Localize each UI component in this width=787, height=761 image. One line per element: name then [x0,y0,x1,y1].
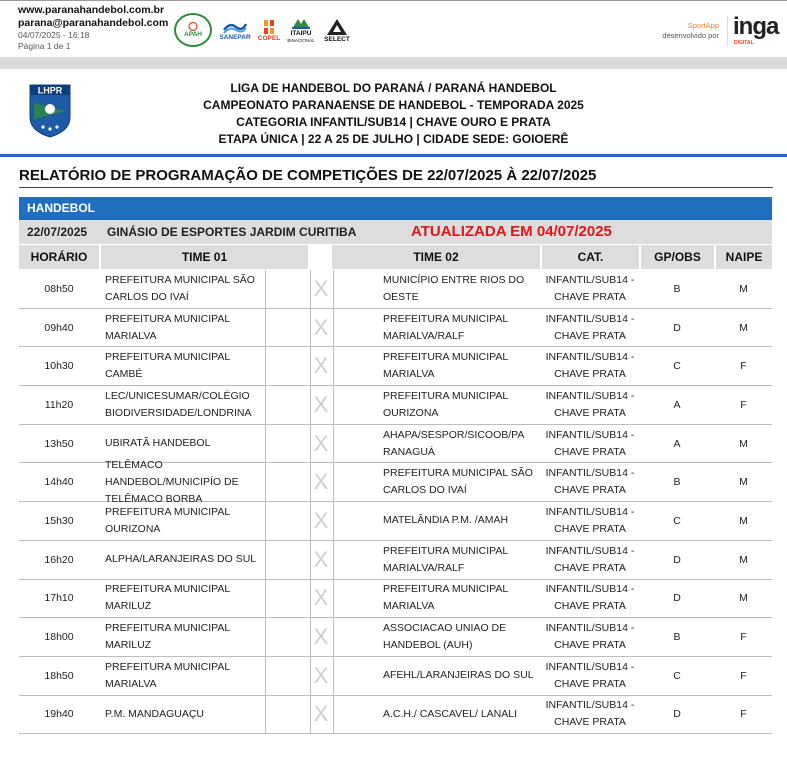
game-category: INFANTIL/SUB14 - CHAVE PRATA [545,583,635,613]
team2-name: A.C.H./ CASCAVEL/ LANALI [383,707,518,720]
page-number: Página 1 de 1 [18,41,71,51]
team1-spacer [265,618,311,656]
game-time: 18h00 [44,631,74,644]
column-header-time: HORÁRIO [19,245,99,269]
game-category: INFANTIL/SUB14 - CHAVE PRATA [545,389,635,419]
team1-spacer [265,270,311,308]
team2-spacer [333,463,382,501]
game-category: INFANTIL/SUB14 - CHAVE PRATA [545,467,635,497]
table-row [19,696,772,735]
team2-name: AFEHL/LARANJEIRAS DO SUL [383,669,534,682]
team1-name: PREFEITURA MUNICIPAL MARILUZ [105,622,230,652]
game-naipe: F [740,708,747,721]
team2-name: PREFEITURA MUNICIPAL MARIALVA [383,583,508,613]
game-category: INFANTIL/SUB14 - CHAVE PRATA [545,699,635,729]
handball-icon [186,22,200,31]
team2-spacer [333,309,382,347]
title-divider [0,154,787,157]
versus-mark: X [313,585,329,611]
game-group: D [673,553,681,566]
game-time: 09h40 [44,321,74,334]
team1-name: PREFEITURA MUNICIPAL OURIZONA [105,505,230,535]
versus-mark: X [313,430,329,456]
table-row [19,386,772,425]
game-category: INFANTIL/SUB14 - CHAVE PRATA [545,312,635,342]
sportapp-label: SportApp [687,21,719,30]
column-header-category: CAT. [542,245,639,269]
updated-notice: ATUALIZADA EM 04/07/2025 [411,223,612,240]
inga-logo [727,13,779,46]
svg-text:LHPR: LHPR [37,85,63,96]
team1-spacer [265,696,311,734]
team2-spacer [333,657,382,695]
game-group: D [673,592,681,605]
game-time: 17h10 [44,592,74,605]
game-category: INFANTIL/SUB14 - CHAVE PRATA [545,544,635,574]
versus-mark: X [313,701,329,727]
header-divider [0,57,787,69]
game-time: 13h50 [44,437,74,450]
game-time: 08h50 [44,282,74,295]
table-row [19,458,772,505]
versus-mark: X [313,391,329,417]
developer-credit [662,21,719,41]
game-category: INFANTIL/SUB14 - CHAVE PRATA [545,660,635,690]
team1-name: PREFEITURA MUNICIPAL MARILUZ [105,583,230,613]
team2-name: ASSOCIACAO UNIAO DE HANDEBOL (AUH) [383,622,507,652]
section-label: HANDEBOL [27,201,95,215]
versus-mark: X [313,546,329,572]
game-naipe: M [739,592,748,605]
team1-spacer [265,425,311,463]
game-group: D [673,708,681,721]
table-row [19,618,772,657]
print-datetime: 04/07/2025 - 16:18 [18,30,90,40]
game-naipe: F [740,631,747,644]
apah-logo: APAH [174,13,212,47]
game-group: C [673,360,681,373]
report-title-underline [19,187,773,188]
venue-bar [19,220,772,244]
game-group: D [673,321,681,334]
team1-spacer [265,541,311,579]
team2-spacer [333,618,382,656]
team2-name: PREFEITURA MUNICIPAL SÃO CARLOS DO IVAÍ [383,467,533,497]
team2-spacer [333,386,382,424]
team1-name: PREFEITURA MUNICIPAL CAMBÉ [105,351,230,381]
team1-spacer [265,347,311,385]
team1-spacer [265,580,311,618]
game-group: B [673,631,681,644]
team2-name: PREFEITURA MUNICIPAL MARIALVA [383,351,508,381]
team2-spacer [333,696,382,734]
inga-sub: DIGITAL [734,40,754,46]
table-row [19,580,772,619]
sponsor-logos [174,13,352,47]
game-naipe: M [739,437,748,450]
versus-mark: X [313,469,329,495]
game-time: 18h50 [44,669,74,682]
team1-name: TELÊMACO HANDEBOL/MUNICIPÍO DE TELÊMACO BORBA [105,458,239,505]
game-naipe: F [740,669,747,682]
team2-spacer [333,270,382,308]
game-time: 16h20 [44,553,74,566]
championship-title [0,80,787,148]
copel-logo: COPEL [258,19,280,42]
title-line-2: CAMPEONATO PARANAENSE DE HANDEBOL - TEMPORADA 2025 [203,98,584,112]
table-row [19,270,772,309]
team2-spacer [333,425,382,463]
site-info [18,4,168,30]
game-category: INFANTIL/SUB14 - CHAVE PRATA [545,505,635,535]
site-url[interactable]: www.paranahandebol.com.br [18,4,165,16]
team2-spacer [333,347,382,385]
game-time: 15h30 [44,514,74,527]
game-time: 10h30 [44,360,74,373]
game-naipe: M [739,321,748,334]
team1-name: PREFEITURA MUNICIPAL MARIALVA [105,312,230,342]
game-category: INFANTIL/SUB14 - CHAVE PRATA [545,351,635,381]
game-category: INFANTIL/SUB14 - CHAVE PRATA [545,428,635,458]
team1-spacer [265,463,311,501]
team2-name: MUNICÍPIO ENTRE RIOS DO OESTE [383,273,525,303]
game-time: 11h20 [44,398,74,411]
game-group: C [673,669,681,682]
team1-name: PREFEITURA MUNICIPAL SÃO CARLOS DO IVAÍ [105,273,255,303]
game-naipe: M [739,514,748,527]
team1-spacer [265,657,311,695]
game-group: B [673,282,681,295]
team1-spacer [265,502,311,540]
sanepar-logo: SANEPAR [216,20,254,41]
games-table [19,270,772,734]
team1-spacer [265,386,311,424]
team1-name: UBIRATÃ HANDEBOL [105,437,211,450]
game-naipe: F [740,398,747,411]
game-group: C [673,514,681,527]
report-title: RELATÓRIO DE PROGRAMAÇÃO DE COMPETIÇÕES DE 22/07/2025 À 22/07/2025 [19,167,597,184]
table-row [19,502,772,541]
inga-wordmark: inga [733,13,779,40]
report-header [0,0,787,57]
venue-gym: GINÁSIO DE ESPORTES JARDIM CURITIBA [107,225,357,239]
sanepar-wave-icon [222,20,248,34]
team2-name: PREFEITURA MUNICIPAL OURIZONA [383,389,508,419]
print-meta [18,30,89,52]
column-header-gp: GP/OBS [641,245,714,269]
venue-date: 22/07/2025 [27,225,88,239]
itaipu-mark-icon [290,16,312,30]
game-time: 14h40 [44,476,74,489]
team1-name: PREFEITURA MUNICIPAL MARIALVA [105,660,230,690]
select-logo: SELECT [322,18,352,43]
team2-spacer [333,541,382,579]
team2-name: PREFEITURA MUNICIPAL MARIALVA/RALF [383,312,508,342]
team1-spacer [265,309,311,347]
select-star-icon [326,18,348,36]
game-naipe: M [739,553,748,566]
versus-mark: X [313,662,329,688]
game-group: B [673,476,681,489]
table-row [19,309,772,348]
game-naipe: M [739,282,748,295]
game-naipe: F [740,360,747,373]
team1-name: P.M. MANDAGUAÇU [105,707,204,720]
versus-mark: X [313,314,329,340]
versus-mark: X [313,353,329,379]
game-naipe: M [739,476,748,489]
team2-name: PREFEITURA MUNICIPAL MARIALVA/RALF [383,544,508,574]
copel-mark-icon [262,19,276,35]
site-email[interactable]: parana@paranahandebol.com [18,17,169,29]
versus-mark: X [313,275,329,301]
team1-name: ALPHA/LARANJEIRAS DO SUL [105,553,257,566]
team2-name: MATELÂNDIA P.M. /AMAH [383,514,509,527]
itaipu-logo: ITAIPU BINACIONAL [284,16,318,44]
team2-spacer [333,580,382,618]
title-line-1: LIGA DE HANDEBOL DO PARANÁ / PARANÁ HANDEBOL [230,81,557,95]
team2-spacer [333,502,382,540]
column-header-naipe: NAIPE [716,245,772,269]
game-time: 19h40 [44,708,74,721]
team2-name: AHAPA/SESPOR/SICOOB/PA RANAGUÁ [383,428,524,458]
versus-mark: X [313,624,329,650]
table-row [19,347,772,386]
versus-mark: X [313,507,329,533]
team1-name: LEC/UNICESUMAR/COLÉGIO BIODIVERSIDADE/LONDRINA [105,389,252,419]
title-line-4: ETAPA ÚNICA | 22 A 25 DE JULHO | CIDADE SEDE: GOIOERÊ [218,132,569,146]
title-line-3: CATEGORIA INFANTIL/SUB14 | CHAVE OURO E PRATA [236,115,551,129]
column-header-team2: TIME 02 [332,245,540,269]
game-category: INFANTIL/SUB14 - CHAVE PRATA [545,273,635,303]
table-row [19,657,772,696]
game-group: A [673,398,681,411]
game-category: INFANTIL/SUB14 - CHAVE PRATA [545,622,635,652]
game-group: A [673,437,681,450]
column-header-team1: TIME 01 [101,245,308,269]
section-header [19,197,772,220]
developed-by-label: desenvolvido por [662,31,719,40]
table-row [19,541,772,580]
